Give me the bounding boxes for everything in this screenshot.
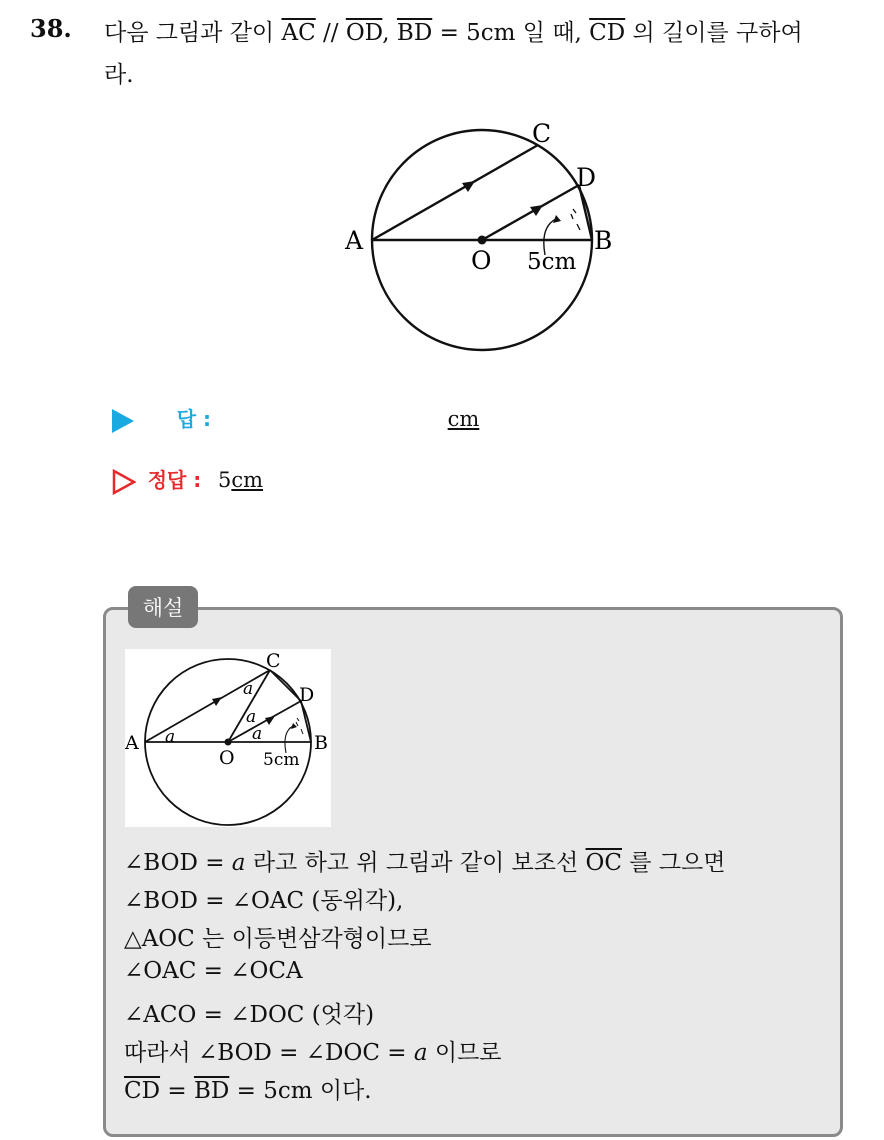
explanation-line-4: ∠OAC = ∠OCA xyxy=(124,958,303,984)
chord-db xyxy=(579,185,592,240)
angle-label-doc: a xyxy=(246,707,257,727)
segment-bd: $\overline{BD}$ xyxy=(396,20,433,46)
correct-unit: cm xyxy=(231,468,264,492)
arrow-ac xyxy=(212,697,222,706)
question-text-line1: 다음 그림과 같이 $\overline{AC} // \overline{OD}$, $\overline{BD} = 5cm$ 일 때, $\overline{CD}$ 의 길이를 구하여 xyxy=(104,20,803,46)
segment-cd: $\overline{CD}$ xyxy=(124,1078,161,1104)
segment-oc: $\overline{OC}$ xyxy=(585,850,622,876)
label-a: A xyxy=(125,732,139,754)
explanation-line-7: $\overline{CD} = \overline{BD} = 5cm$ 이다. xyxy=(124,1078,372,1104)
label-length: 5cm xyxy=(263,750,300,770)
radius-od xyxy=(482,185,579,240)
explanation-line-6: 따라서 ∠BOD = ∠DOC = a 이므로 xyxy=(124,1040,502,1066)
label-d: D xyxy=(299,684,315,706)
triangle-outline-icon xyxy=(112,469,136,495)
explanation-line-1: ∠BOD = a 라고 하고 위 그림과 같이 보조선 $\overline{OC}$ 를 그으면 xyxy=(124,850,726,876)
correct-value: 5 xyxy=(217,468,232,492)
segment-od: $\overline{OD}$ xyxy=(345,20,383,46)
label-b: B xyxy=(594,226,613,255)
answer-unit: cm xyxy=(447,407,480,431)
question-number: 38. xyxy=(30,14,72,43)
correct-label: 정답 : xyxy=(147,468,202,492)
explanation-line-3: △AOC 는 이등변삼각형이므로 xyxy=(124,926,432,952)
label-o: O xyxy=(471,246,492,275)
label-c: C xyxy=(266,650,281,672)
question-figure xyxy=(340,112,640,362)
label-a: A xyxy=(345,226,364,255)
angle-label-oac: a xyxy=(165,727,176,747)
label-d: D xyxy=(576,163,597,192)
answer-row xyxy=(112,403,479,433)
chord-db xyxy=(301,701,311,742)
play-icon xyxy=(112,409,134,433)
question-text-line2: 라. xyxy=(104,62,134,88)
explanation-line-5: ∠ACO = ∠DOC (엇각) xyxy=(124,1002,375,1028)
label-b: B xyxy=(314,732,328,754)
chord-ac xyxy=(372,145,538,240)
label-o: O xyxy=(219,747,235,769)
chord-cd xyxy=(270,670,301,701)
center-dot xyxy=(478,236,487,245)
angle-label-bod: a xyxy=(252,724,263,744)
center-dot xyxy=(225,739,232,746)
segment-bd: $\overline{BD}$ xyxy=(193,1078,230,1104)
label-length: 5cm xyxy=(527,249,577,275)
arrow-od xyxy=(265,716,275,725)
explanation-figure xyxy=(125,649,331,827)
explanation-tag: 해설 xyxy=(128,586,198,628)
explanation-line-2: ∠BOD = ∠OAC (동위각), xyxy=(124,888,404,914)
label-c: C xyxy=(532,119,552,148)
segment-ac: $\overline{AC}$ xyxy=(281,20,316,46)
angle-label-oca: a xyxy=(243,679,254,699)
segment-cd: $\overline{CD}$ xyxy=(589,20,626,46)
answer-label: 답 : xyxy=(176,407,211,431)
correct-answer-row xyxy=(112,464,263,495)
